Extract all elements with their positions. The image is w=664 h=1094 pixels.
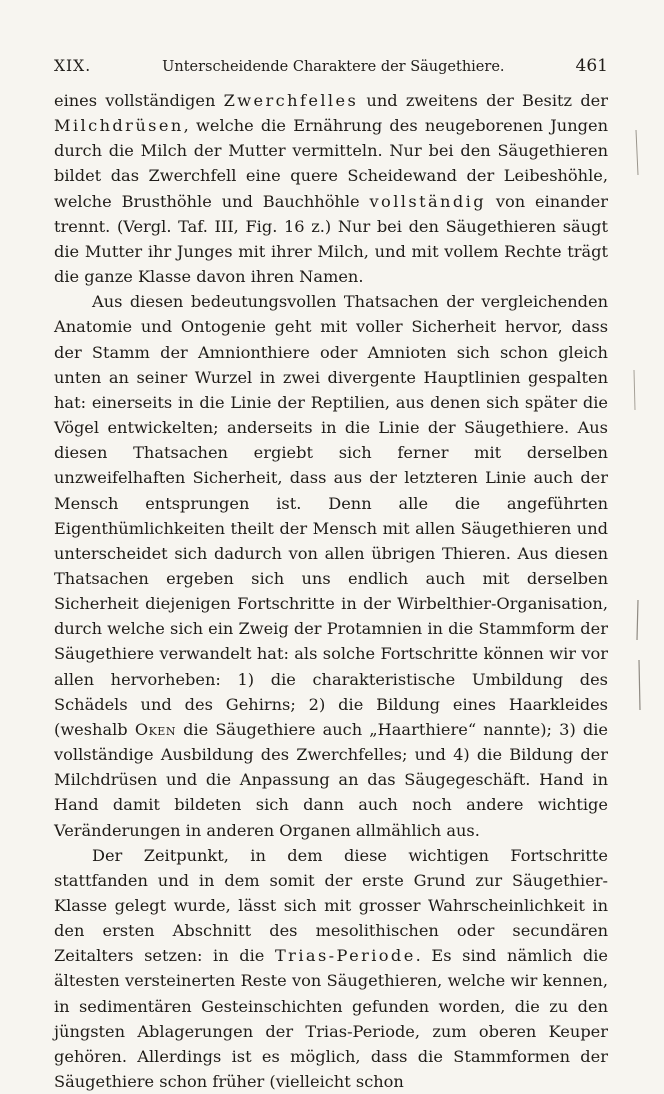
running-title: Unterscheidende Charaktere der Säugethiere.: [162, 59, 505, 75]
body-text: [54, 88, 608, 1094]
text-segment: von einander trennt. (Vergl. Taf. III, Fig. 16 z.) Nur bei den Säugethieren säugt die Mutter ihr Junges mit ihrer Milch, und mit vollem Rechte trägt die ganze Klasse davon ihren Namen.: [54, 191, 608, 287]
text-segment: Milchdrüsen: [54, 116, 184, 136]
text-segment: vollständig: [369, 191, 486, 211]
text-segment: . Es sind nämlich die ältesten versteinerten Reste von Säugethieren, welche wir kennen, in sedimentären Gesteinschichten gefunden worden, die zu den jüngsten Ablagerungen der Trias-Periode, zum oberen Keuper gehören. Allerdings ist es möglich, dass die Stammformen der Säugethiere schon früher (vielleicht schon: [54, 946, 609, 1092]
text-segment: Trias-Periode: [274, 946, 416, 966]
paragraph: [54, 289, 608, 842]
page-number: 461: [575, 56, 608, 76]
margin-marks: [624, 0, 664, 1078]
paragraph: [54, 843, 608, 1094]
text-segment: eines vollständigen: [54, 91, 224, 110]
text-segment: Zwerchfelles: [223, 91, 359, 110]
chapter-number: XIX.: [54, 57, 92, 75]
text-segment: und zweitens der Besitz der: [358, 91, 608, 110]
text-segment: Aus diesen bedeutungsvollen Thatsachen der vergleichenden Anatomie und Ontogenie geht mit voller Sicherheit hervor, dass der Stamm der Amnionthiere oder Amnioten sich schon gleich unten an seiner Wurzel in zwei divergente Hauptlinien gespalten hat: einerseits in die Linie der Reptilien, aus denen sich später die Vögel entwickelten; anderseits in die Linie der Säugethiere. Aus diesen Thatsachen ergiebt sich ferner mit derselben unzweifelhaften Sicherheit, dass aus der letzteren Linie auch der Mensch entsprungen ist. Denn alle die angeführten Eigenthümlichkeiten theilt der Mensch mit allen Säugethieren und unterscheidet sich dadurch von allen übrigen Thieren. Aus diesen Thatsachen ergeben sich uns endlich auch mit derselben Sicherheit diejenigen Fortschritte in der Wirbelthier-Organisation, durch welche sich ein Zweig der Protamnien in die Stammform der Säugethiere verwandelt hat: als solche Fortschritte können wir vor allen hervorheben: 1) die charakteristische Umbildung des Schädels und des Gehirns; 2) die Bildung eines Haarkleides (weshalb: [54, 292, 608, 739]
paragraph: [54, 88, 608, 289]
running-header: [54, 56, 608, 76]
text-segment: , welche die Ernährung des neugeborenen Jungen durch die Milch der Mutter vermitteln. Nur bei den Säugethieren bildet das Zwerchfell eine quere Scheidewand der Leibeshöhle, welche Brusthöhle und Bauchhöhle: [54, 116, 608, 211]
text-segment: die Säugethiere auch „Haarthiere“ nannte); 3) die vollständige Ausbildung des Zwerchfelles; und 4) die Bildung der Milchdrüsen und die Anpassung an das Säugegeschäft. Hand in Hand damit bildeten sich dann auch noch andere wichtige Veränderungen in anderen Organen allmählich aus.: [54, 719, 609, 840]
text-segment: Der Zeitpunkt, in dem diese wichtigen Fortschritte stattfanden und in dem somit der erste Grund zur Säugethier-Klasse gelegt wurde, lässt sich mit grosser Wahrscheinlichkeit in den ersten Abschnitt des mesolithischen oder secundären Zeitalters setzen: in die: [54, 845, 608, 966]
text-segment: Oken: [134, 719, 176, 739]
